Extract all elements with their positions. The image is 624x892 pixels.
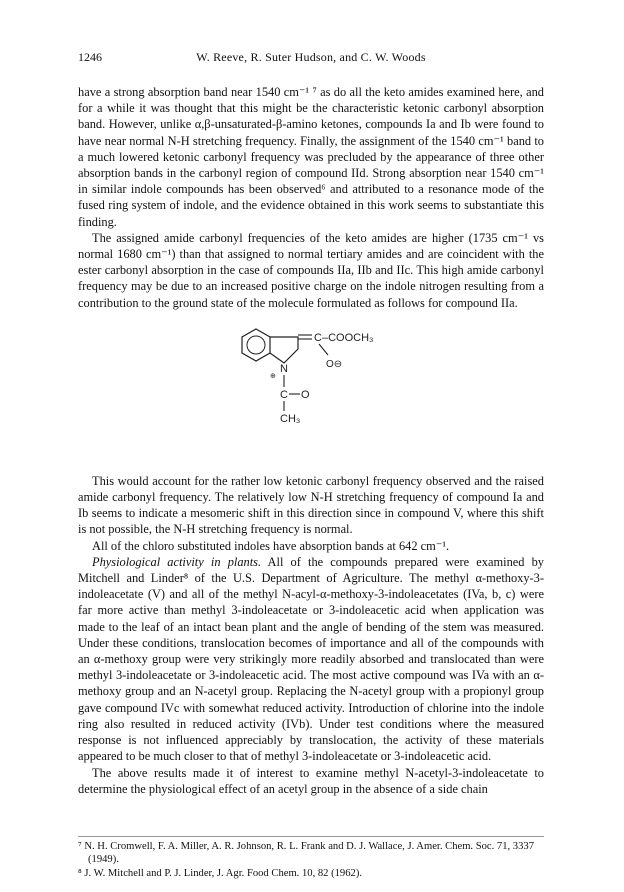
article-body	[78, 84, 544, 797]
footnotes	[78, 836, 544, 880]
oxide-anion: O⊖	[326, 358, 343, 370]
page-header	[78, 50, 544, 66]
amide-carbon: C	[280, 388, 288, 401]
amide-oxygen: O	[301, 388, 310, 401]
running-head: W. Reeve, R. Suter Hudson, and C. W. Woods	[196, 50, 426, 64]
paragraph-mesomeric: This would account for the rather low ketonic carbonyl frequency observed and the raised amide carbonyl frequency. The relatively low N-H stretching frequency of compound Ia and Ib seems to indicate a mesomeric shift in this direction since in compound V, where this shift is not possible, the N-H stretching frequency is normal.	[78, 473, 544, 537]
ester-group: –COOCH₃	[322, 331, 374, 344]
ring-carbon: C	[314, 331, 322, 344]
footnote-7: ⁷ N. H. Cromwell, F. A. Miller, A. R. Johnson, R. L. Frank and D. J. Wallace, J. Amer. Chem. Soc. 71, 3337 (1949).	[78, 841, 534, 866]
benzene-ring	[242, 329, 270, 361]
paragraph-continuation: have a strong absorption band near 1540 cm⁻¹ ⁷ as do all the keto amides examined here, and for a while it was thought that this might be the characteristic ketonic carbonyl absorption band. However, unlike α,β-unsaturated-β-amino ketones, compounds Ia and Ib were found to have near normal N-H stretching frequency. Finally, the assignment of the 1540 cm⁻¹ band to a much lowered ketonic carbonyl frequency was precluded by the appearance of three other absorption bands in the carbonyl region of compound IId. Strong absorption near 1540 cm⁻¹ in similar indole compounds has been observed⁶ and attributed to a resonance mode of the fused ring system of indole, and the evidence obtained in this work seems to substantiate this finding.	[78, 85, 544, 229]
c-o-bond	[319, 344, 328, 355]
paragraph-chloro: All of the chloro substituted indoles have absorption bands at 642 cm⁻¹.	[92, 538, 450, 553]
paragraph-further-results: The above results made it of interest to examine methyl N-acetyl-3-indoleacetate to determine the physiological effect of an acetyl group in the absence of a side chain	[78, 765, 544, 796]
paragraph-amide-carbonyl: The assigned amide carbonyl frequencies of the keto amides are higher (1735 cm⁻¹ vs normal 1680 cm⁻¹) than that assigned to normal tertiary amides and are coincident with the ester carbonyl absorption in the case of compounds IIa, IIb and IIc. This high amide carbonyl frequency may be due to an increased positive charge on the indole nitrogen resulting from a contribution to the ground state of the molecule formulated as follows for compound IIa.	[78, 230, 544, 310]
footnote-rule	[78, 836, 544, 837]
aromatic-circle	[247, 336, 265, 354]
pyrrole-ring	[270, 337, 298, 363]
section-heading-physiological: Physiological activity in plants.	[92, 554, 262, 569]
indole-nitrogen: N	[280, 362, 288, 375]
resonance-structure-diagram	[226, 315, 376, 467]
nitrogen-positive-charge: ⊕	[270, 372, 276, 380]
page-number: 1246	[78, 50, 102, 64]
footnote-8: ⁸ J. W. Mitchell and P. J. Linder, J. Agr. Food Chem. 10, 82 (1962).	[78, 867, 363, 879]
methyl-group: CH₃	[280, 412, 301, 425]
paragraph-physiological	[78, 554, 544, 765]
physiological-text: All of the compounds prepared were examined by Mitchell and Linder⁸ of the U.S. Department of Agriculture. The methyl α-methoxy-3-indoleacetate (V) and all of the methyl N-acyl-α-methoxy-3-indoleacetates (IVa, b, c) were far more active than methyl 3-indoleacetate or 3-indoleacetic acid when application was made to the leaf of an intact bean plant and the angle of bending of the stem was measured. Under these conditions, translocation becomes of importance and all of the compounds with an α-methoxy group were very strikingly more readily absorbed and translocated than were methyl 3-indoleacetate or 3-indoleacetic acid. The most active compound was IVa with an α-methoxy group and an N-acetyl group. Replacing the N-acetyl group with a propionyl group gave compound IVc with somewhat reduced activity. Introduction of chlorine into the indole ring also resulted in reduced activity (IVb). Under test conditions where the measured response is not influenced appreciably by translocation, the activity of these materials appeared to be much closer to that of methyl 3-indoleacetate or 3-indoleacetic acid.	[78, 554, 545, 764]
